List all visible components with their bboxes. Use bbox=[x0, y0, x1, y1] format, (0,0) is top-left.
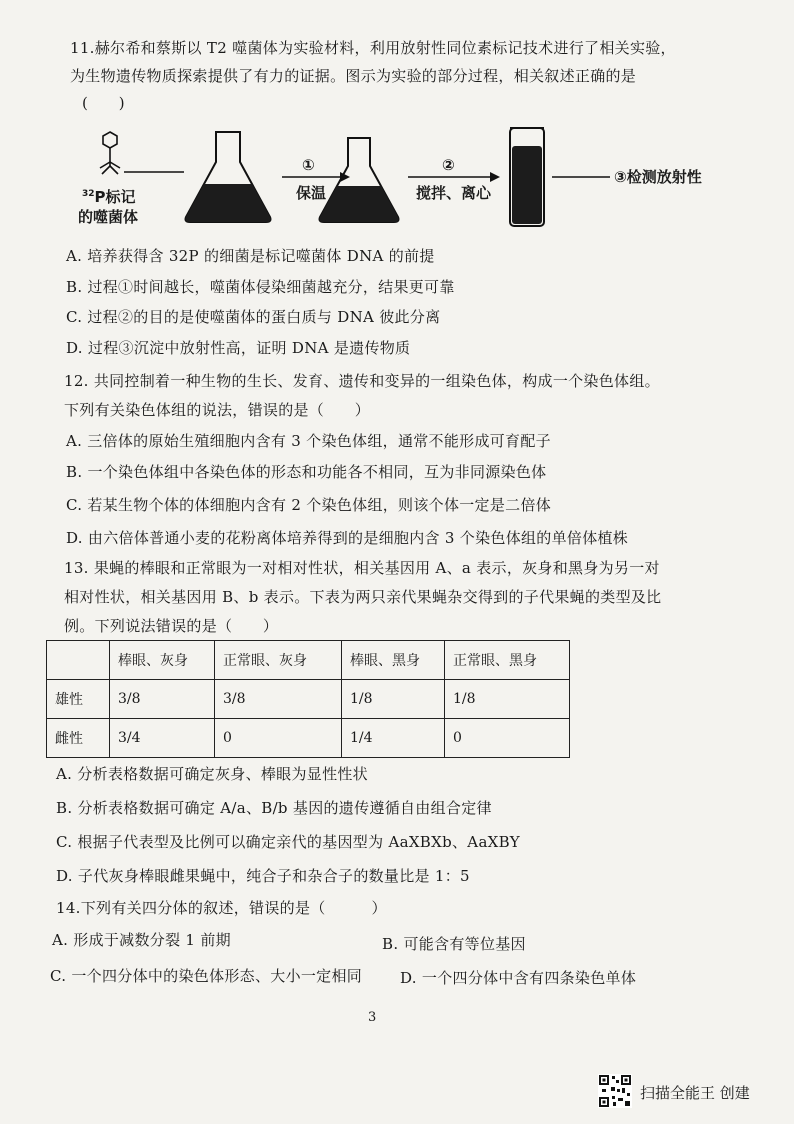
table-cell: 1/8 bbox=[342, 680, 445, 719]
flask-1-icon bbox=[186, 132, 271, 222]
table-cell: 0 bbox=[215, 719, 342, 758]
q12-stem-line2: 下列有关染色体组的说法，错误的是（ ） bbox=[64, 401, 371, 419]
label-text-1: P标记 bbox=[94, 188, 136, 206]
table-cell: 3/8 bbox=[110, 680, 215, 719]
q12-option-b: B. 一个染色体组中各染色体的形态和功能各不相同，互为非同源染色体 bbox=[66, 463, 547, 481]
experiment-diagram bbox=[70, 122, 730, 232]
table-header-cell: 正常眼、灰身 bbox=[215, 641, 342, 680]
table-cell: 3/8 bbox=[215, 680, 342, 719]
page-number: 3 bbox=[368, 1010, 377, 1025]
q11-option-a: A. 培养获得含 32P 的细菌是标记噬菌体 DNA 的前提 bbox=[66, 247, 435, 265]
test-tube-icon bbox=[510, 128, 544, 226]
scanner-watermark bbox=[598, 1074, 768, 1110]
label-superscript: 32 bbox=[82, 189, 95, 199]
table-row bbox=[47, 719, 570, 758]
table-cell: 雄性 bbox=[47, 680, 110, 719]
q13-option-c: C. 根据子代表型及比例可以确定亲代的基因型为 AaXBXb、AaXBY bbox=[56, 833, 520, 851]
table-header-cell bbox=[47, 641, 110, 680]
q13-option-a: A. 分析表格数据可确定灰身、棒眼为显性性状 bbox=[56, 765, 368, 783]
offspring-ratio-table bbox=[46, 640, 570, 758]
q12-option-c: C. 若某生物个体的体细胞内含有 2 个染色体组，则该个体一定是二倍体 bbox=[66, 496, 552, 514]
q11-option-c: C. 过程②的目的是使噬菌体的蛋白质与 DNA 彼此分离 bbox=[66, 308, 441, 326]
q11-stem-line1: 11.赫尔希和蔡斯以 T2 噬菌体为实验材料，利用放射性同位素标记技术进行了相关实验， bbox=[70, 39, 676, 57]
q13-stem-line3: 例。下列说法错误的是（ ） bbox=[64, 617, 279, 635]
q14-stem: 14.下列有关四分体的叙述，错误的是（ ） bbox=[56, 899, 387, 917]
q11-option-b: B. 过程①时间越长，噬菌体侵染细菌越充分，结果更可靠 bbox=[66, 278, 455, 296]
table-cell: 3/4 bbox=[110, 719, 215, 758]
q11-stem-line2: 为生物遗传物质探索提供了有力的证据。图示为实验的部分过程，相关叙述正确的是 bbox=[70, 67, 637, 85]
table-cell: 0 bbox=[445, 719, 570, 758]
q13-option-b: B. 分析表格数据可确定 A/a、B/b 基因的遗传遵循自由组合定律 bbox=[56, 799, 492, 817]
phage-label-line2: 的噬菌体 bbox=[78, 208, 139, 226]
q14-option-d: D. 一个四分体中含有四条染色单体 bbox=[400, 969, 637, 987]
q11-option-d: D. 过程③沉淀中放射性高，证明 DNA 是遗传物质 bbox=[66, 339, 411, 357]
table-cell: 1/8 bbox=[445, 680, 570, 719]
q14-option-a: A. 形成于减数分裂 1 前期 bbox=[52, 931, 231, 949]
table-header-cell: 棒眼、黑身 bbox=[342, 641, 445, 680]
phage-icon bbox=[100, 132, 120, 174]
phage-label-line1 bbox=[82, 186, 136, 207]
step2-text: 搅拌、离心 bbox=[416, 184, 492, 202]
qr-code-icon bbox=[598, 1074, 632, 1108]
q12-option-a: A. 三倍体的原始生殖细胞内含有 3 个染色体组，通常不能形成可育配子 bbox=[66, 432, 551, 450]
q14-option-b: B. 可能含有等位基因 bbox=[382, 935, 526, 953]
q12-option-d: D. 由六倍体普通小麦的花粉离体培养得到的是细胞内含 3 个染色体组的单倍体植株 bbox=[66, 529, 629, 547]
table-cell: 雌性 bbox=[47, 719, 110, 758]
q14-option-c: C. 一个四分体中的染色体形态、大小一定相同 bbox=[50, 967, 363, 985]
table-header-cell: 棒眼、灰身 bbox=[110, 641, 215, 680]
step1-number: ① bbox=[302, 156, 315, 174]
table-header-cell: 正常眼、黑身 bbox=[445, 641, 570, 680]
brand-text: 扫描全能王 创建 bbox=[640, 1084, 750, 1102]
q13-stem-line2: 相对性状，相关基因用 B、b 表示。下表为两只亲代果蝇杂交得到的子代果蝇的类型及比 bbox=[64, 588, 662, 606]
q11-bracket: ( ) bbox=[82, 94, 125, 112]
q12-stem-line1: 12. 共同控制着一种生物的生长、发育、遗传和变异的一组染色体，构成一个染色体组。 bbox=[64, 372, 660, 390]
table-row bbox=[47, 680, 570, 719]
table-cell: 1/4 bbox=[342, 719, 445, 758]
step2-number: ② bbox=[442, 156, 455, 174]
step1-text: 保温 bbox=[296, 184, 327, 202]
q13-stem-line1: 13. 果蝇的棒眼和正常眼为一对相对性状，相关基因用 A、a 表示，灰身和黑身为另一对 bbox=[64, 559, 660, 577]
flask-2-icon bbox=[320, 138, 399, 222]
arrow-head-2 bbox=[490, 172, 500, 182]
table-header-row bbox=[47, 641, 570, 680]
step3-text: ③检测放射性 bbox=[614, 168, 702, 186]
q13-option-d: D. 子代灰身棒眼雌果蝇中，纯合子和杂合子的数量比是 1：5 bbox=[56, 867, 470, 885]
